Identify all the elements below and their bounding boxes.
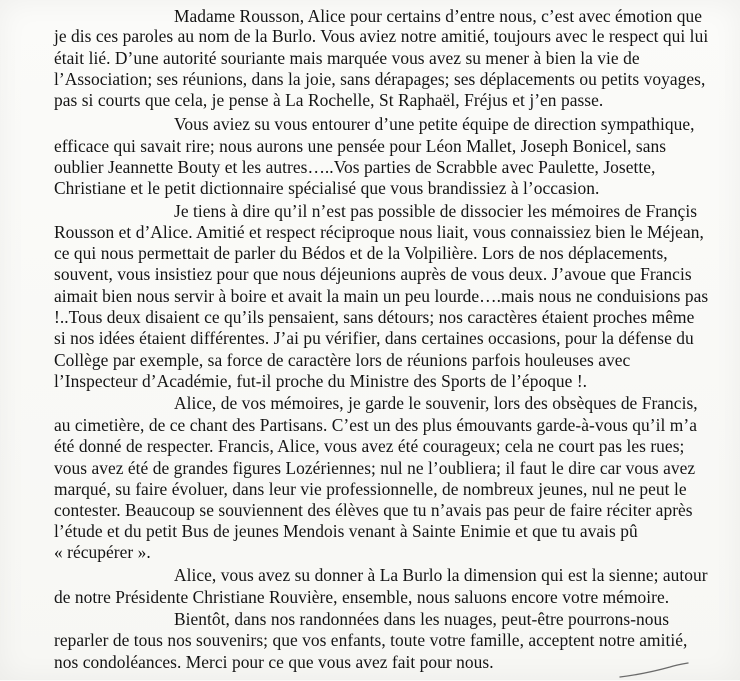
paragraph-2-line-1: Vous aviez su vous entourer d’une petite équipe de direction sympathique, — [174, 114, 695, 134]
paragraph-3-line-8: Collège par exemple, sa force de caractère lors de réunions parfois houleuses avec — [54, 350, 631, 370]
paragraph-2-line-3: oublier Jeannette Bouty et les autres…..Vos parties de Scrabble avec Paulette, Josette, — [54, 157, 656, 177]
paragraph-1-line-2: je dis ces paroles au nom de la Burlo. Vous aviez notre amitié, toujours avec le respect qui lui — [54, 26, 709, 46]
paragraph-4-line-6: contester. Beaucoup se souviennent des élèves que tu n’avais pas peur de faire réciter après — [54, 500, 693, 520]
paragraph-5-line-1: Alice, vous avez su donner à La Burlo la dimension qui est la sienne; autour — [174, 565, 708, 585]
paragraph-1-line-3: était lié. D’une autorité souriante mais marquée vous avez su mener à bien la vie de — [54, 48, 640, 68]
paragraph-4-line-8: « récupérer ». — [54, 542, 151, 562]
paragraph-2-line-4: Christiane et le petit dictionnaire spécialisé que vous brandissiez à l’occasion. — [54, 178, 600, 198]
paragraph-4-line-7: l’étude et du petit Bus de jeunes Mendois venant à Sainte Enimie et que tu avais pû — [54, 521, 638, 541]
paragraph-6-line-3: nos condoléances. Merci pour ce que vous avez fait pour nous. — [54, 652, 494, 672]
paragraph-1-line-1: Madame Rousson, Alice pour certains d’entre nous, c’est avec émotion que — [174, 6, 703, 26]
paragraph-3-line-5: aimait bien nous servir à boire et avait la main un peu lourde….mais nous ne conduisions pas — [54, 286, 709, 306]
paragraph-2-line-2: efficace qui savait rire; nous aurons une pensée pour Léon Mallet, Joseph Bonicel, sans — [54, 136, 667, 156]
paragraph-3-line-9: l’Inspecteur d’Académie, fut-il proche du Ministre des Sports de l’époque !. — [54, 371, 588, 391]
paragraph-6-line-1: Bientôt, dans nos randonnées dans les nuages, peut-être pourrons-nous — [174, 609, 670, 629]
paragraph-4-line-4: vous avez été de grandes figures Lozériennes; nul ne l’oubliera; il faut le dire car vous avez — [54, 458, 696, 478]
signature-stroke-path — [620, 663, 688, 677]
ink-signature-stroke — [612, 661, 692, 681]
paragraph-4-line-3: été donné de respecter. Francis, Alice, vous avez été courageux; cela ne court pas les rues; — [54, 436, 685, 456]
paragraph-1-line-5: pas si courts que cela, je pense à La Rochelle, St Raphaël, Fréjus et j’en passe. — [54, 90, 604, 110]
paragraph-1-line-4: l’Association; ses réunions, dans la joie, sans dérapages; ses déplacements ou petits voyages, — [54, 69, 706, 89]
paragraph-5-line-2: de notre Présidente Christiane Rouvière, ensemble, nous saluons encore votre mémoire. — [54, 587, 670, 607]
paragraph-3-line-3: ce qui nous permettait de parler du Bédos et de la Volpilière. Lors de nos déplacements, — [54, 243, 668, 263]
paragraph-6-line-2: reparler de tous nos souvenirs; que vos enfants, toute votre famille, acceptent notre amitié, — [54, 630, 688, 650]
paragraph-3-line-2: Rousson et d’Alice. Amitié et respect réciproque nous liait, vous connaissiez bien le Méjean, — [54, 222, 704, 242]
paragraph-4-line-1: Alice, de vos mémoires, je garde le souvenir, lors des obsèques de Francis, — [174, 393, 698, 413]
paragraph-3-line-4: souvent, vous insistiez pour que nous déjeunions auprès de vous deux. J’avoue que Francis — [54, 264, 692, 284]
paragraph-3-line-7: si nos idées étaient différentes. J’ai pu vérifier, dans certaines occasions, pour la défense du — [54, 328, 694, 348]
paragraph-3-line-1: Je tiens à dire qu’il n’est pas possible de dissocier les mémoires de Françis — [174, 201, 698, 221]
paragraph-3-line-6: !..Tous deux disaient ce qu’ils pensaient, sans détours; nos caractères étaient proches même — [54, 307, 695, 327]
paragraph-4-line-2: au cimetière, de ce chant des Partisans. C’est un des plus émouvants garde-à-vous qu’il m’a — [54, 415, 697, 435]
paragraph-4-line-5: marqué, su faire évoluer, dans leur vie professionnelle, de nombreux jeunes, nul ne peut le — [54, 479, 687, 499]
